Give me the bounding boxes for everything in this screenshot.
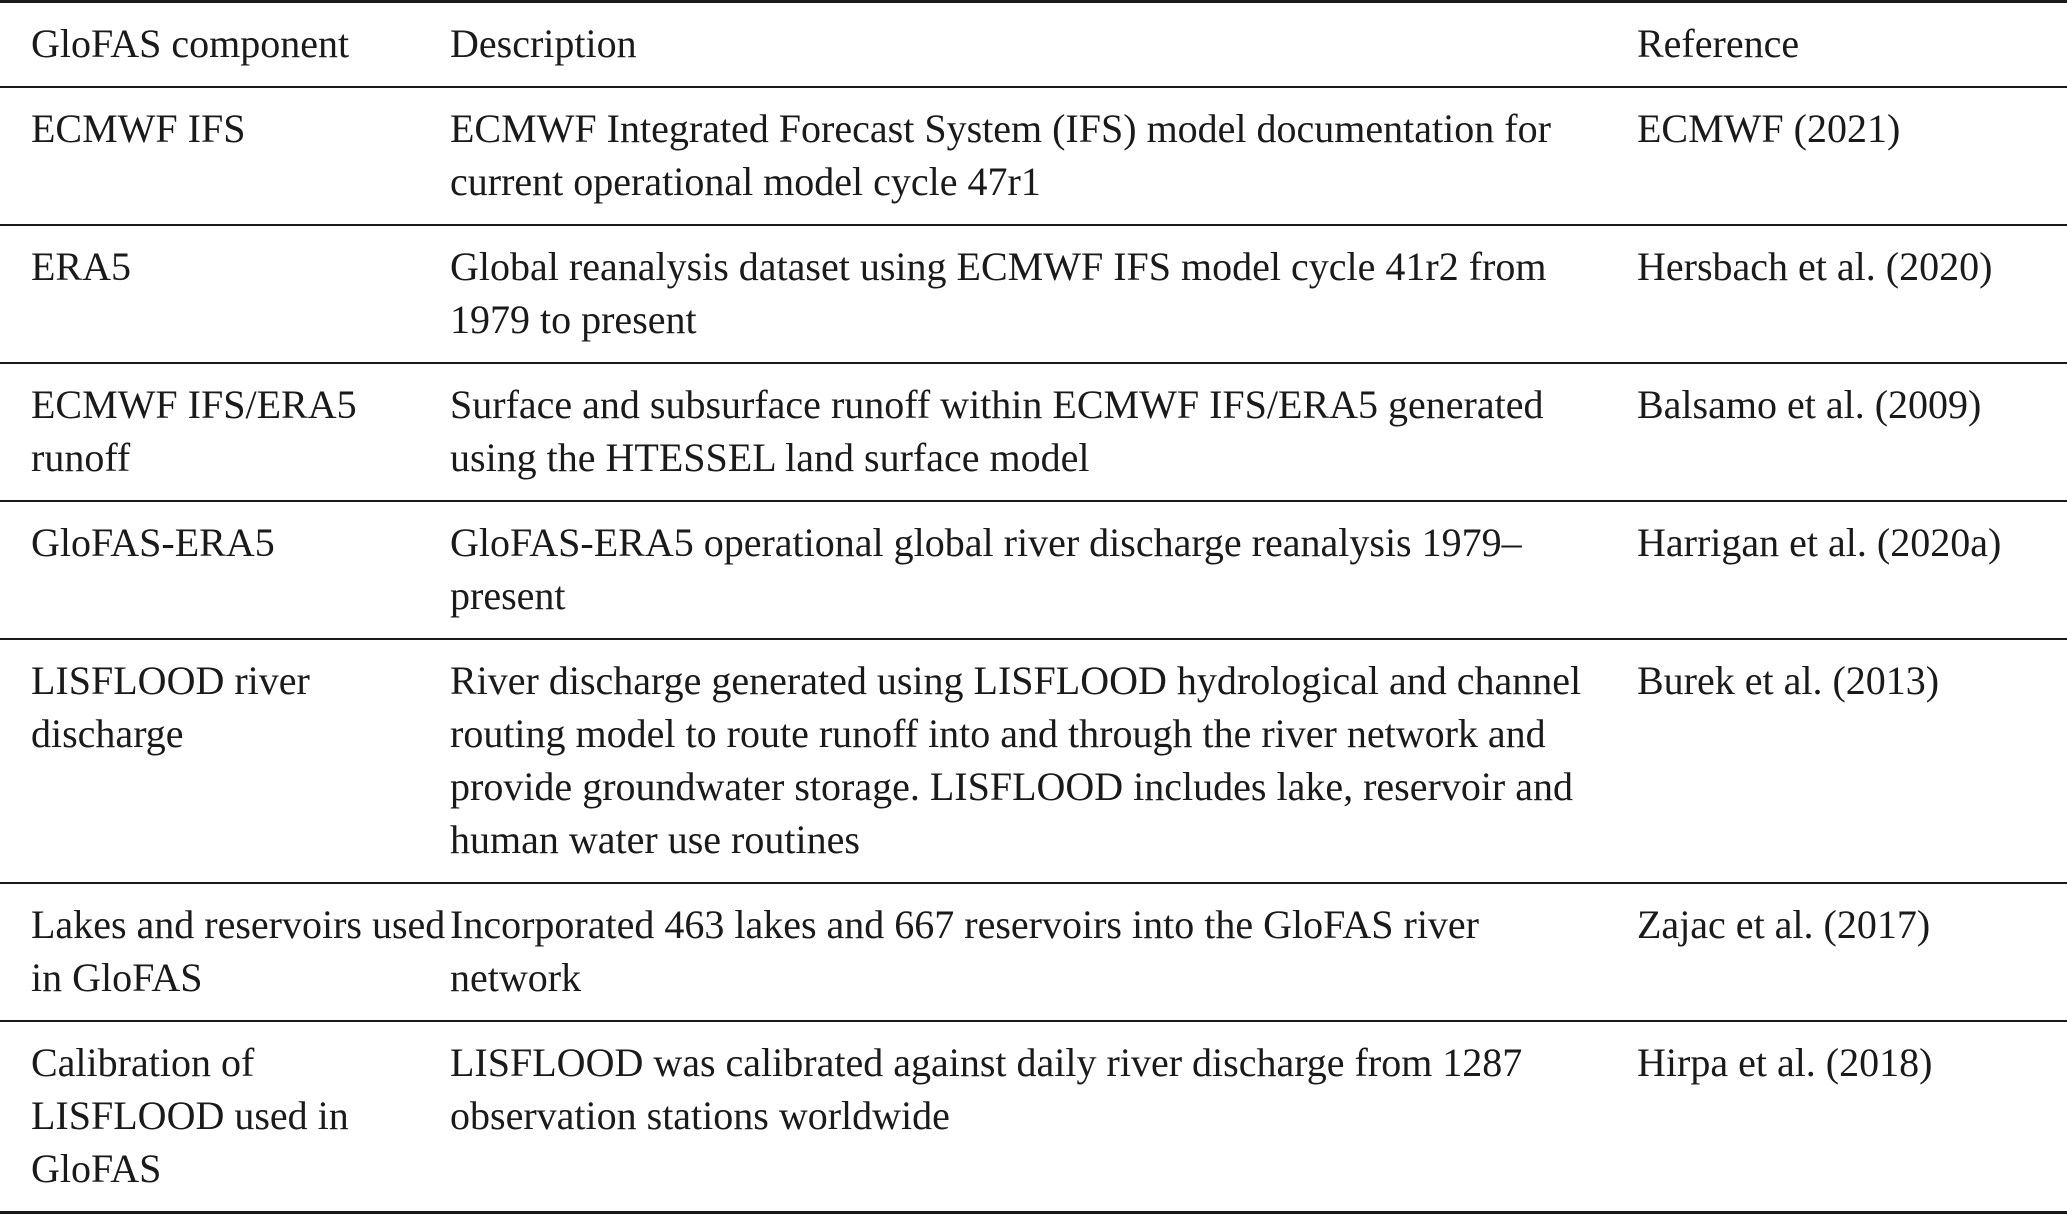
table-row: [0, 501, 2067, 639]
description-cell: Incorporated 463 lakes and 667 reservoirs into the GloFAS river network: [450, 902, 1480, 1000]
component-cell: ECMWF IFS/ERA5 runoff: [31, 382, 357, 480]
table-row: [0, 87, 2067, 225]
component-cell: Lakes and reservoirs used in GloFAS: [31, 902, 446, 1000]
component-cell: ECMWF IFS: [31, 106, 246, 151]
reference-cell: Hirpa et al. (2018): [1637, 1040, 1933, 1085]
component-cell: LISFLOOD river discharge: [31, 658, 310, 756]
reference-cell: Harrigan et al. (2020a): [1637, 520, 2002, 565]
description-cell: Surface and subsurface runoff within ECMWF IFS/ERA5 generated using the HTESSEL land surface model: [450, 382, 1544, 480]
header-description: Description: [450, 21, 637, 66]
description-cell: River discharge generated using LISFLOOD hydrological and channel routing model to route runoff into and through the river network and provide groundwater storage. LISFLOOD includes lake, reservoir and human water use routines: [450, 658, 1582, 862]
header-reference: Reference: [1637, 21, 1800, 66]
table-row: [0, 639, 2067, 883]
description-cell: GloFAS-ERA5 operational global river discharge reanalysis 1979–present: [450, 520, 1522, 618]
table-body: [0, 87, 2067, 1213]
table-header: [0, 2, 2067, 88]
component-cell: Calibration of LISFLOOD used in GloFAS: [31, 1040, 349, 1191]
reference-cell: Hersbach et al. (2020): [1637, 244, 1993, 289]
table-row: [0, 225, 2067, 363]
reference-cell: Burek et al. (2013): [1637, 658, 1940, 703]
table-row: [0, 363, 2067, 501]
component-cell: ERA5: [31, 244, 131, 289]
reference-cell: Zajac et al. (2017): [1637, 902, 1931, 947]
table-row: [0, 883, 2067, 1021]
description-cell: Global reanalysis dataset using ECMWF IFS model cycle 41r2 from 1979 to present: [450, 244, 1547, 342]
reference-cell: ECMWF (2021): [1637, 106, 1901, 151]
header-row: [0, 2, 2067, 88]
description-cell: LISFLOOD was calibrated against daily river discharge from 1287 observation stations worldwide: [450, 1040, 1523, 1138]
table-row: [0, 1021, 2067, 1213]
header-component: GloFAS component: [31, 21, 350, 66]
description-cell: ECMWF Integrated Forecast System (IFS) model documentation for current operational model cycle 47r1: [450, 106, 1551, 204]
component-cell: GloFAS-ERA5: [31, 520, 275, 565]
reference-cell: Balsamo et al. (2009): [1637, 382, 1982, 427]
